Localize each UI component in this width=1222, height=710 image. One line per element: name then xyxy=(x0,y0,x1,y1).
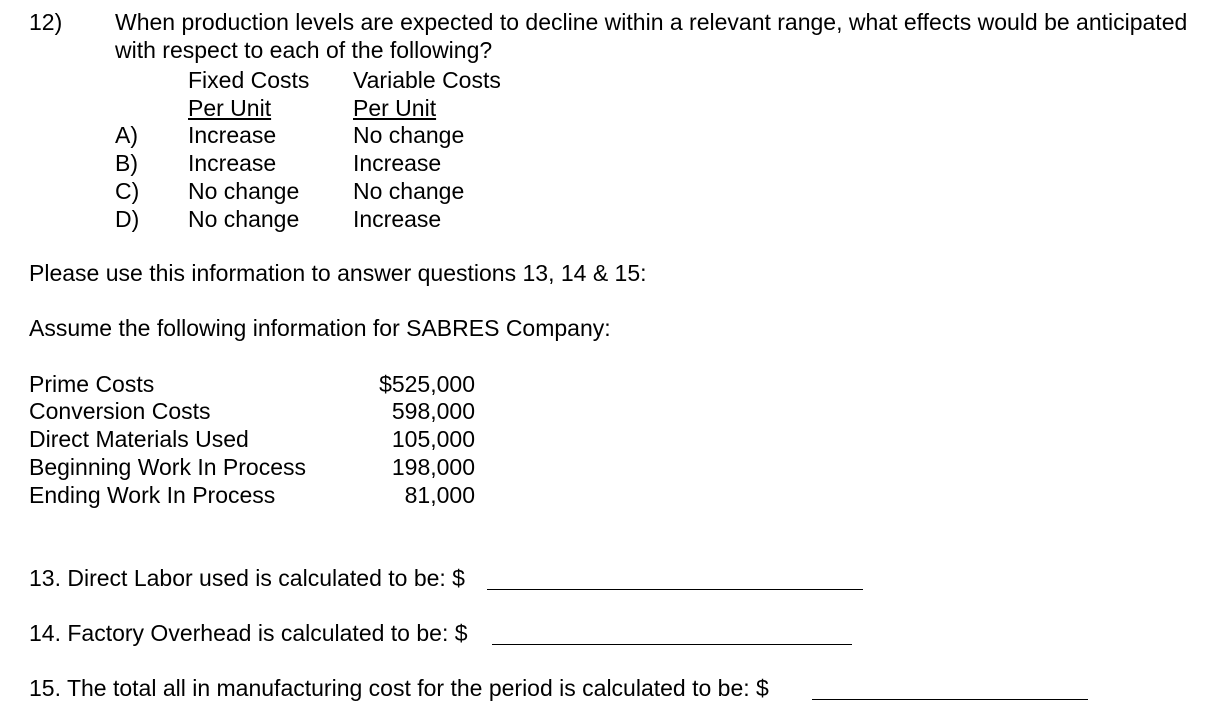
option-letter: C) xyxy=(115,178,140,204)
option-letter: D) xyxy=(115,206,140,232)
option-fixed-cost: Increase xyxy=(188,122,277,148)
question-13-answer-blank[interactable] xyxy=(487,589,863,590)
cost-label: Prime Costs xyxy=(29,371,155,397)
option-variable-cost: No change xyxy=(353,122,465,148)
assumption-text: Assume the following information for SABRES Company: xyxy=(29,315,611,341)
cost-value: 105,000 xyxy=(391,426,475,452)
cost-value: 598,000 xyxy=(391,398,475,424)
question-14-answer-blank[interactable] xyxy=(492,644,852,645)
cost-value: 198,000 xyxy=(391,454,475,480)
instructions-text: Please use this information to answer questions 13, 14 & 15: xyxy=(29,260,647,286)
variable-costs-header: Variable Costs xyxy=(353,67,501,93)
question-12-text: When production levels are expected to decline within a relevant range, what effects would be anticipated with respect to each of the following? xyxy=(115,9,1188,63)
fixed-costs-per-unit-header: Per Unit xyxy=(188,95,272,121)
cost-label: Ending Work In Process xyxy=(29,482,276,508)
cost-value: 81,000 xyxy=(404,482,475,508)
cost-value: $525,000 xyxy=(379,371,475,397)
question-15-text: 15. The total all in manufacturing cost for the period is calculated to be: $ xyxy=(29,675,769,701)
option-letter: A) xyxy=(115,122,138,148)
option-fixed-cost: No change xyxy=(188,178,300,204)
variable-costs-per-unit-header: Per Unit xyxy=(353,95,437,121)
option-fixed-cost: Increase xyxy=(188,150,277,176)
option-letter: B) xyxy=(115,150,138,176)
cost-label: Conversion Costs xyxy=(29,398,211,424)
option-fixed-cost: No change xyxy=(188,206,300,232)
fixed-costs-header: Fixed Costs xyxy=(188,67,310,93)
option-variable-cost: Increase xyxy=(353,150,442,176)
question-14-text: 14. Factory Overhead is calculated to be: $ xyxy=(29,620,468,646)
question-12-number: 12) xyxy=(29,9,63,35)
option-variable-cost: No change xyxy=(353,178,465,204)
cost-label: Direct Materials Used xyxy=(29,426,249,452)
cost-label: Beginning Work In Process xyxy=(29,454,306,480)
option-variable-cost: Increase xyxy=(353,206,442,232)
question-13-text: 13. Direct Labor used is calculated to be: $ xyxy=(29,565,465,591)
question-15-answer-blank[interactable] xyxy=(812,699,1088,700)
